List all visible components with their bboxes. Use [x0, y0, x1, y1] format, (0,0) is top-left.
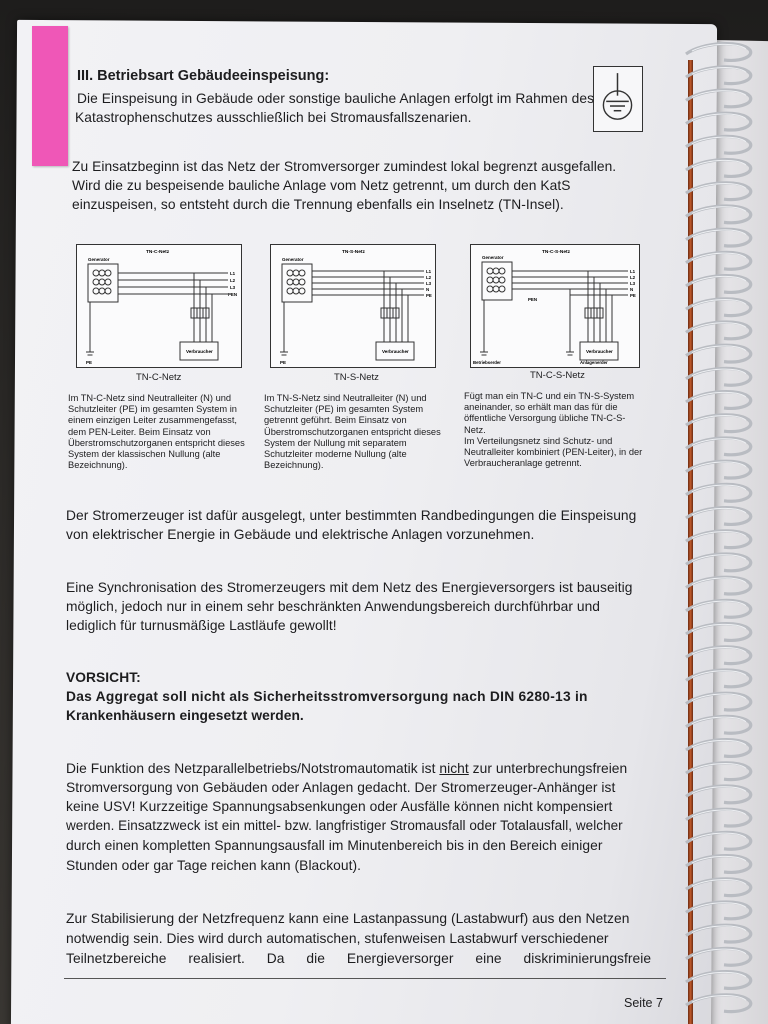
- tn-c-s-consumer-label: Verbraucher: [586, 349, 613, 354]
- tn-c-line-l2: L2: [230, 278, 236, 283]
- tn-s-caption: Im TN-S-Netz sind Neutralleiter (N) und Schutzleiter (PE) im gesamten System getrennt geführt. Beim Einsatz von Überstromschutzorganen entspricht dieses System der Nullung mit separatem Schutzleiter moderne Nullung (alte Bezeichnung).: [264, 393, 441, 471]
- tn-c-earth-label: PE: [86, 360, 93, 365]
- tn-c-generator-label: Generator: [88, 257, 110, 262]
- tn-c-s-heading: TN-C-S-Netz: [542, 250, 570, 255]
- tn-c-s-earth-label-2: Anlagenerder: [580, 360, 608, 365]
- tn-c-heading: TN-C-Netz: [146, 250, 170, 255]
- para4-line-6: Stunden oder gar Tage reichen kann (Blackout).: [66, 858, 362, 873]
- para4-line-4: werden. Einsatzzweck ist ein mittel- bzw. langfristiger Stromausfall oder Totalausfall, welcher: [66, 818, 623, 833]
- tn-c-s-line-pe: PE: [630, 293, 636, 298]
- tn-s-line-l2: L2: [426, 275, 432, 280]
- diagram-tn-c-s: [470, 244, 640, 368]
- para3-line-3: lediglich für turnusmäßige Lastläufe gewollt!: [66, 618, 337, 633]
- warning-line-2: Krankenhäusern eingesetzt werden.: [66, 708, 304, 723]
- tn-c-s-line-l1: L1: [630, 269, 636, 274]
- para1-line-2: Wird die zu bespeisende bauliche Anlage vom Netz getrennt, um durch den KatS: [72, 178, 571, 193]
- para4-line-3: keine USV! Kurzzeitige Spannungsabsenkungen oder Ausfälle können nicht kompensiert: [66, 799, 613, 814]
- tn-c-caption: Im TN-C-Netz sind Neutralleiter (N) und Schutzleiter (PE) im gesamten System in einem einzigen Leiter zusammengefasst, dem PEN-Leiter. Beim Einsatz von Überstromschutzorganen entspricht dieses System der klassischen Nullung (alte Bezeichnung).: [68, 393, 245, 471]
- tn-c-line-pen: PEN: [228, 292, 238, 297]
- para3-line-2: möglich, jedoch nur in einem sehr beschränkten Anwendungsbereich durchführbar und: [66, 599, 601, 614]
- tn-s-consumer-label: Verbraucher: [382, 349, 409, 354]
- tn-c-name: TN-C-Netz: [136, 372, 182, 383]
- page-number: Seite 7: [624, 996, 663, 1010]
- tn-c-s-name: TN-C-S-Netz: [530, 370, 585, 381]
- para1-line-1: Zu Einsatzbeginn ist das Netz der Stromversorger zumindest lokal begrenzt ausgefallen.: [72, 159, 617, 174]
- warning-label: VORSICHT:: [66, 670, 141, 685]
- tn-c-s-earth-label-1: Betriebserder: [473, 360, 501, 365]
- para3-line-1: Eine Synchronisation des Stromerzeugers mit dem Netz des Energieversorgers ist bauseitig: [66, 580, 633, 595]
- intro-line-1: Die Einspeisung in Gebäude oder sonstige bauliche Anlagen erfolgt im Rahmen des: [77, 91, 595, 106]
- tn-s-line-n: N: [426, 287, 430, 292]
- para5-line-2: notwendig sein. Dies wird durch automatischen, stufenweisen Lastabwurf verschiedener: [66, 931, 609, 946]
- para4-line-5: durch einen kompletten Spannungsausfall im Minutenbereich bis in den Bereich einiger: [66, 838, 603, 853]
- tn-c-s-line-l2: L2: [630, 275, 636, 280]
- tn-s-line-pe: PE: [426, 293, 432, 298]
- sticky-note: [32, 26, 68, 166]
- ground-symbol-icon: [593, 66, 643, 132]
- para5-line-1: Zur Stabilisierung der Netzfrequenz kann eine Lastanpassung (Lastabwurf) aus den Netzen: [66, 911, 630, 926]
- tn-s-generator-label: Generator: [282, 257, 304, 262]
- tn-s-name: TN-S-Netz: [334, 372, 379, 383]
- diagram-tn-s: [270, 244, 436, 368]
- intro-line-2: Katastrophenschutzes ausschließlich bei Stromausfallszenarien.: [75, 110, 472, 125]
- footer-rule: [64, 978, 666, 979]
- para2-line-1: Der Stromerzeuger ist dafür ausgelegt, unter bestimmten Randbedingungen die Einspeisung: [66, 508, 637, 523]
- para4-line-1: Die Funktion des Netzparallelbetriebs/Notstromautomatik ist nicht zur unterbrechungsfreien: [66, 761, 628, 776]
- tn-s-heading: TN-S-Netz: [342, 250, 365, 255]
- tn-c-line-l3: L3: [230, 285, 236, 290]
- tn-c-consumer-label: Verbraucher: [186, 349, 213, 354]
- tn-c-s-caption: Fügt man ein TN-C und ein TN-S-System aneinander, so erhält man das für die öffentliche Versorgung übliche TN-C-S- Netz. Im Verteilungsnetz sind Schutz- und Neutralleiter kombiniert (PEN-Leiter), in der Verbraucheranlage getrennt.: [464, 391, 643, 469]
- para2-line-2: von elektrischer Energie in Gebäude und elektrische Anlagen vorzunehmen.: [66, 527, 535, 542]
- tn-s-line-l3: L3: [426, 281, 432, 286]
- para1-line-3: einzuspeisen, so entsteht durch die Trennung ebenfalls ein Inselnetz (TN-Insel).: [72, 197, 564, 212]
- tn-s-line-l1: L1: [426, 269, 432, 274]
- tn-c-s-line-n: N: [630, 287, 634, 292]
- tn-c-s-line-l3: L3: [630, 281, 636, 286]
- tn-c-s-generator-label: Generator: [482, 255, 504, 260]
- para4-line-2: Stromversorgung von Gebäuden oder Anlagen gedacht. Der Stromerzeuger-Anhänger ist: [66, 780, 616, 795]
- tn-c-s-pen-label: PEN: [528, 297, 538, 302]
- tn-s-earth-label: PE: [280, 360, 287, 365]
- para5-line-3: Teilnetzbereiche realisiert. Da die Energieversorger eine diskriminierungsfreie: [66, 951, 652, 966]
- emphasis-nicht: nicht: [439, 761, 469, 776]
- spiral-binding: [672, 30, 768, 1024]
- warning-line-1: Das Aggregat soll nicht als Sicherheitsstromversorgung nach DIN 6280-13 in: [66, 689, 588, 704]
- tn-c-line-l1: L1: [230, 271, 236, 276]
- diagram-tn-c: [76, 244, 242, 368]
- section-title: III. Betriebsart Gebäudeeinspeisung:: [77, 68, 330, 84]
